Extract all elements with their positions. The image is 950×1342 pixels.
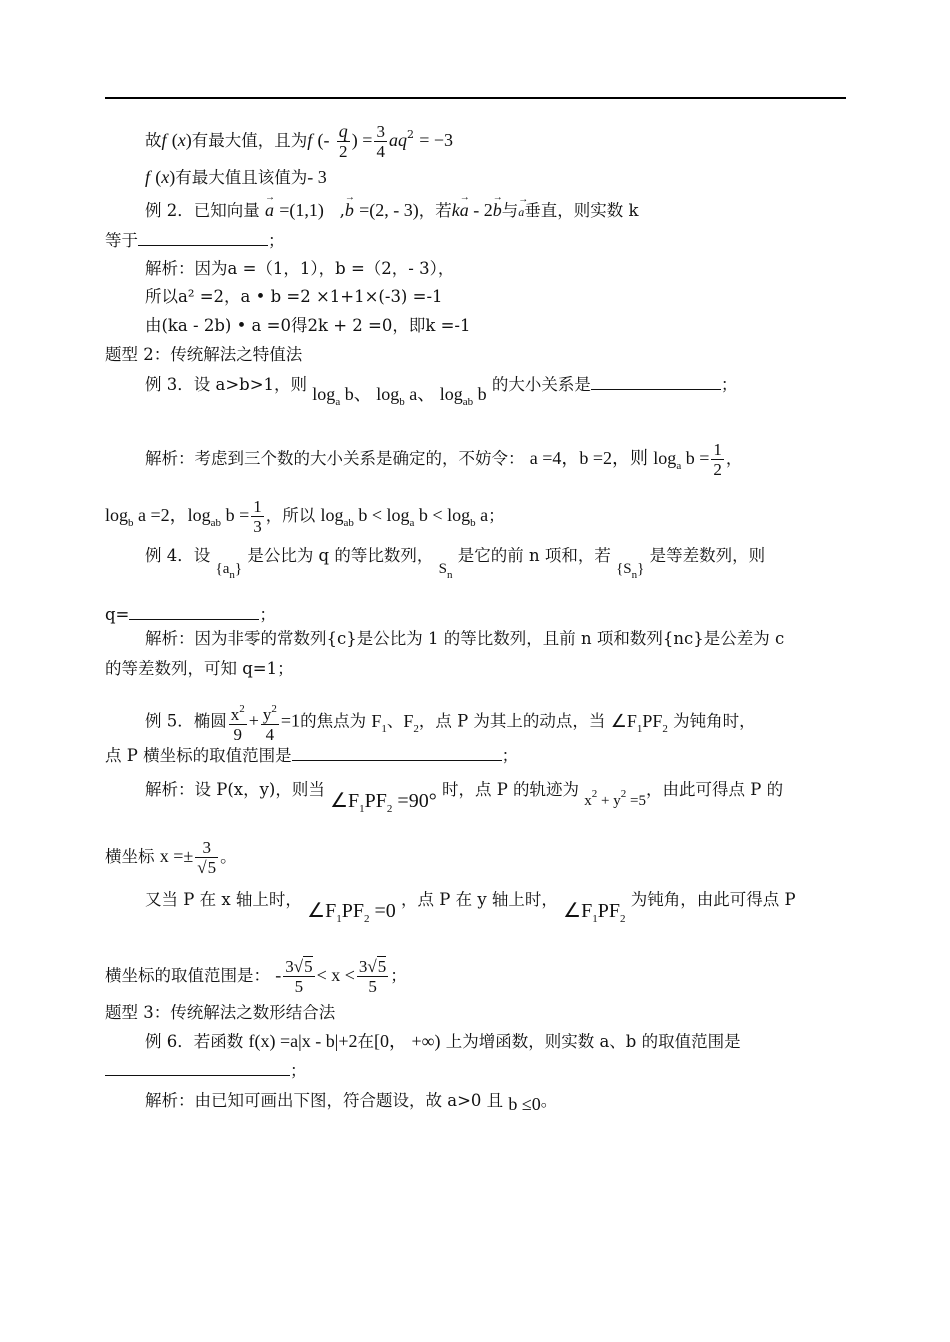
- text: 又当 P 在 x 轴上时，: [145, 890, 302, 909]
- text: ，由此可得点 P 的: [645, 780, 784, 799]
- solution-line: 的等差数列，可知 q=1；: [105, 659, 294, 678]
- text: 故: [145, 131, 162, 150]
- answer-blank: [591, 373, 721, 390]
- text: 是公比为 q 的等比数列，: [247, 546, 434, 565]
- solution-line: 所以a² =2，a • b =2 ×1+1×(-3) =-1: [145, 287, 443, 306]
- text: ，若: [418, 201, 452, 220]
- example-3-solution-2: $\log_b a =2$，$\log_{ab} b$ = $\frac{1}{3}$ ，所以 $\log_{ab} b < \log_a b < \log_b a$；: [105, 497, 505, 536]
- example-2-line2: 等于 ；: [105, 231, 285, 250]
- text: 上为增函数，则实数 a、b 的取值范围是: [445, 1032, 741, 1051]
- solution-line: 解析：因为非零的常数列{c}是公比为 1 的等比数列，且前 n 项和数列{nc}是公差为 c: [145, 629, 785, 648]
- math: =(1,1): [279, 200, 324, 220]
- text: 例 3．设 a>b>1，则: [145, 375, 308, 394]
- text: 时，点 P 的轨迹为: [441, 780, 580, 799]
- example-2: 例 2．已知向量 → a =(1,1) ,→ b =(2, - 3)，若k→ a - 2→ b与→ a垂直，则实数 k: [145, 199, 639, 223]
- example-5: 例 5．椭圆 $\frac{x^2}{9}$ + $\frac{y^2}{4}$ =1的焦点为 $F_1$、$F_2$，点 P 为其上的动点，当 $\angle F_1PF_2$ 为钝角时，: [145, 700, 756, 744]
- text: 是它的前 n 项和，若: [457, 546, 611, 565]
- example-5-solution-2: 横坐标 x =± $\frac{3}{√5}$ 。: [105, 838, 237, 877]
- example-5-solution-3: 又当 P 在 x 轴上时， $\angle F_1PF_2 =0$ ，点 P 在 y 轴上时， $\angle F_1PF_2$ 为钝角，由此可得点 P: [145, 890, 796, 925]
- math: a =4，b =2，则: [529, 448, 649, 468]
- text: 为钝角，由此可得点 P: [630, 890, 796, 909]
- text: 例 4．设: [145, 546, 211, 565]
- section-heading: 题型 3：传统解法之数形结合法: [105, 1003, 336, 1022]
- example-6-solution: 解析：由已知可画出下图，符合题设，故 a>0 且 b ≤0。: [145, 1091, 558, 1114]
- math: - 3: [307, 167, 327, 187]
- text: ，所以: [265, 506, 316, 525]
- section-heading: 题型 2：传统解法之特值法: [105, 345, 303, 364]
- example-3: 例 3．设 a>b>1，则 $\log_a b$、 $\log_b a$、 $\log_{ab} b$ 的大小关系是 ；: [145, 375, 738, 408]
- text: 例 2．已知向量: [145, 201, 260, 220]
- text: ，点 P 在 y 轴上时，: [400, 890, 558, 909]
- example-6-line2: ；: [105, 1059, 307, 1082]
- header-rule: [105, 97, 846, 99]
- solution-line: 解析：因为a =（1，1），b =（2，- 3），: [145, 259, 455, 278]
- text: 例 6．若函数: [145, 1032, 244, 1051]
- text: 例 5．椭圆: [145, 711, 227, 731]
- text: 垂直，则实数 k: [524, 201, 639, 220]
- text: 横坐标: [105, 847, 155, 866]
- example-5-solution-4: 横坐标的取值范围是： - $\frac{3√5}{5}$ < x < $\frac{3√5}{5}$ ；: [105, 957, 407, 996]
- text: q=: [105, 605, 130, 624]
- example-3-solution: 解析：考虑到三个数的大小关系是确定的，不妨令： a =4，b =2，则 $\log_a b$ = $\frac{1}{2}$ ，: [145, 440, 743, 479]
- text: 点 P 横坐标的取值范围是: [105, 746, 292, 765]
- solution-line: 由(ka - 2b) • a =0得2k + 2 =0，即k =-1: [145, 316, 471, 335]
- text: 等于: [105, 231, 138, 250]
- example-4: 例 4．设 $\{a_n\}$ 是公比为 q 的等比数列， $S_n$ 是它的前 n 项和，若 $\{S_n\}$ 是等差数列，则: [145, 546, 766, 581]
- example-5-line2: 点 P 横坐标的取值范围是 ；: [105, 746, 519, 765]
- answer-blank: [129, 603, 259, 620]
- answer-blank: [138, 229, 268, 246]
- text: 解析：考虑到三个数的大小关系是确定的，不妨令：: [145, 449, 525, 468]
- text: 有最大值，且为: [191, 131, 308, 150]
- text: 解析：设 P(x，y)，则当: [145, 780, 325, 799]
- text: 是等差数列，则: [649, 546, 766, 565]
- text: ，点 P 为其上的动点，当: [418, 711, 606, 731]
- text: 与: [501, 201, 519, 220]
- text: 的大小关系是: [491, 375, 591, 394]
- line-max-value-2: f (x)有最大值且该值为- 3: [145, 167, 327, 187]
- answer-blank: [292, 744, 502, 761]
- example-4-line2: q= ；: [105, 605, 276, 624]
- math: =(2, - 3): [359, 200, 419, 220]
- example-5-solution: 解析：设 P(x，y)，则当 $\angle F_1PF_2 =90^\circ$ 时，点 P 的轨迹为 $x^2 + y^2 =5$，由此可得点 P 的: [145, 780, 784, 815]
- line-max-value: 故f (x)有最大值，且为f (- $\frac{q}{2}$ ) = $\frac{3}{4}$ $aq^2 = -3$: [145, 121, 453, 161]
- text: 有最大值且该值为: [175, 168, 308, 187]
- text: 。: [540, 1091, 558, 1110]
- answer-blank: [105, 1059, 290, 1076]
- text: 为钝角时，: [673, 711, 756, 731]
- text: 解析：由已知可画出下图，符合题设，故 a>0 且: [145, 1091, 504, 1110]
- text: 的焦点为: [300, 711, 367, 731]
- example-6: 例 6．若函数 f(x) =a|x - b|+2在[0， +∞) 上为增函数，则实数 a、b 的取值范围是: [145, 1031, 741, 1051]
- text: 横坐标的取值范围是：: [105, 966, 270, 985]
- math: = −3: [419, 130, 453, 150]
